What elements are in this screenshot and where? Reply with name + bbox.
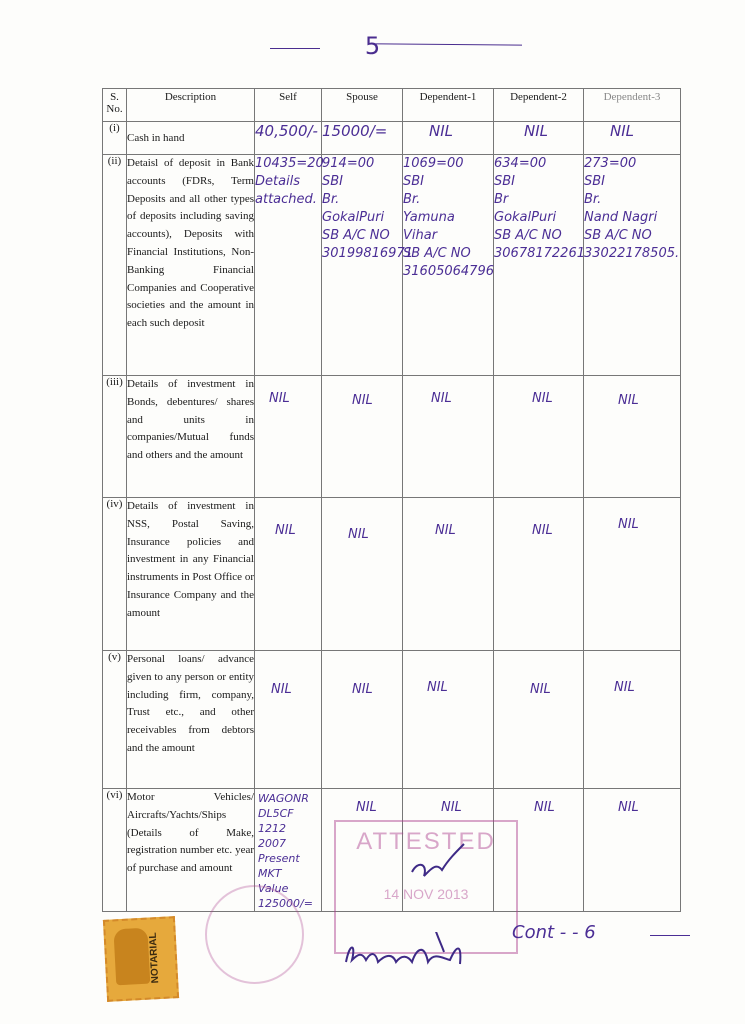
- notarial-revenue-stamp: [103, 916, 179, 1002]
- value-self: 40,500/-: [255, 122, 322, 155]
- header-self: Self: [255, 89, 322, 122]
- header-sno: S. No.: [103, 89, 127, 122]
- value-spouse: NIL: [322, 376, 403, 498]
- value-dependent-3: 273=00 SBI Br. Nand Nagri SB A/C NO 33022178505.: [584, 155, 681, 376]
- table-row: [103, 155, 681, 376]
- signature: [342, 932, 502, 972]
- attested-stamp-title: ATTESTED: [356, 828, 496, 855]
- value-dependent-3: NIL: [584, 789, 681, 912]
- attested-stamp-date: 14 NOV 2013: [383, 886, 469, 902]
- value-self: 10435=20 Details attached.: [255, 155, 322, 376]
- value-dependent-3: NIL: [584, 651, 681, 789]
- row-description: Detaisl of deposit in Bank accounts (FDRs, Term Deposits and all other types of deposits including saving accounts), Deposits with Financial Institutions, Non-Banking Financial Companies and Cooperative societies and the amount in each such deposit: [127, 155, 255, 376]
- row-sno: (iv): [103, 498, 127, 651]
- row-description: Personal loans/ advance given to any person or entity including firm, company, Trust etc., and other receivables from debtors and the amount: [127, 651, 255, 789]
- row-description: Details of investment in Bonds, debentures/ shares and units in companies/Mutual funds and others and the amount: [127, 376, 255, 498]
- header-dependent-1: Dependent-1: [403, 89, 494, 122]
- value-dependent-1: NIL: [403, 498, 494, 651]
- page-number-dash-left: [270, 48, 320, 49]
- row-description: Motor Vehicles/ Aircrafts/Yachts/Ships (Details of Make, registration number etc. year of purchase and amount: [127, 789, 255, 912]
- page-number-text: 5: [364, 32, 381, 60]
- value-spouse: NIL: [322, 498, 403, 651]
- ashoka-emblem-icon: [113, 928, 150, 986]
- initials-mark: [408, 842, 468, 892]
- value-spouse: NIL: [322, 651, 403, 789]
- table-row: [103, 122, 681, 155]
- row-description: Details of investment in NSS, Postal Saving, Insurance policies and investment in any Financial instruments in Post Office or Insurance Company and the amount: [127, 498, 255, 651]
- value-dependent-2: NIL: [494, 122, 584, 155]
- table-row: [103, 498, 681, 651]
- value-dependent-2: NIL: [494, 651, 584, 789]
- value-dependent-2: NIL: [494, 789, 584, 912]
- header-dependent-2: Dependent-2: [494, 89, 584, 122]
- table-row: [103, 376, 681, 498]
- row-sno: (i): [103, 122, 127, 155]
- value-dependent-1: NIL: [403, 789, 494, 912]
- header-description: Description: [127, 89, 255, 122]
- value-spouse: 914=00 SBI Br. GokalPuri SB A/C NO 30199816971: [322, 155, 403, 376]
- page-number-dash-right: [372, 43, 522, 45]
- value-dependent-1: NIL: [403, 122, 494, 155]
- value-spouse: 15000/=: [322, 122, 403, 155]
- value-dependent-2: NIL: [494, 498, 584, 651]
- value-dependent-1: 1069=00 SBI Br. Yamuna Vihar SB A/C NO 31605064796: [403, 155, 494, 376]
- continuation-note: Cont - - 6: [512, 922, 596, 943]
- header-spouse: Spouse: [322, 89, 403, 122]
- notarial-stamp-label: NOTARIAL: [147, 932, 162, 985]
- round-seal-stamp: [205, 885, 304, 984]
- row-sno: (ii): [103, 155, 127, 376]
- header-dependent-3: Dependent-3: [584, 89, 681, 122]
- row-sno: (v): [103, 651, 127, 789]
- page-number: [0, 32, 745, 60]
- value-self: NIL: [255, 498, 322, 651]
- value-dependent-1: NIL: [403, 651, 494, 789]
- value-dependent-1: NIL: [403, 376, 494, 498]
- table-header-row: [103, 89, 681, 122]
- continuation-line: [650, 935, 690, 936]
- table-row: [103, 651, 681, 789]
- value-dependent-3: NIL: [584, 376, 681, 498]
- value-dependent-2: 634=00 SBI Br GokalPuri SB A/C NO 30678172261: [494, 155, 584, 376]
- value-dependent-3: NIL: [584, 498, 681, 651]
- value-self: NIL: [255, 651, 322, 789]
- value-self: WAGONR DL5CF 1212 2007 Present MKT Value 125000/=: [255, 789, 322, 912]
- value-self: NIL: [255, 376, 322, 498]
- value-dependent-3: NIL: [584, 122, 681, 155]
- row-description: Cash in hand: [127, 122, 255, 155]
- row-sno: (iii): [103, 376, 127, 498]
- row-sno: (vi): [103, 789, 127, 912]
- assets-table: [102, 88, 681, 912]
- value-spouse: NIL: [322, 789, 403, 912]
- value-dependent-2: NIL: [494, 376, 584, 498]
